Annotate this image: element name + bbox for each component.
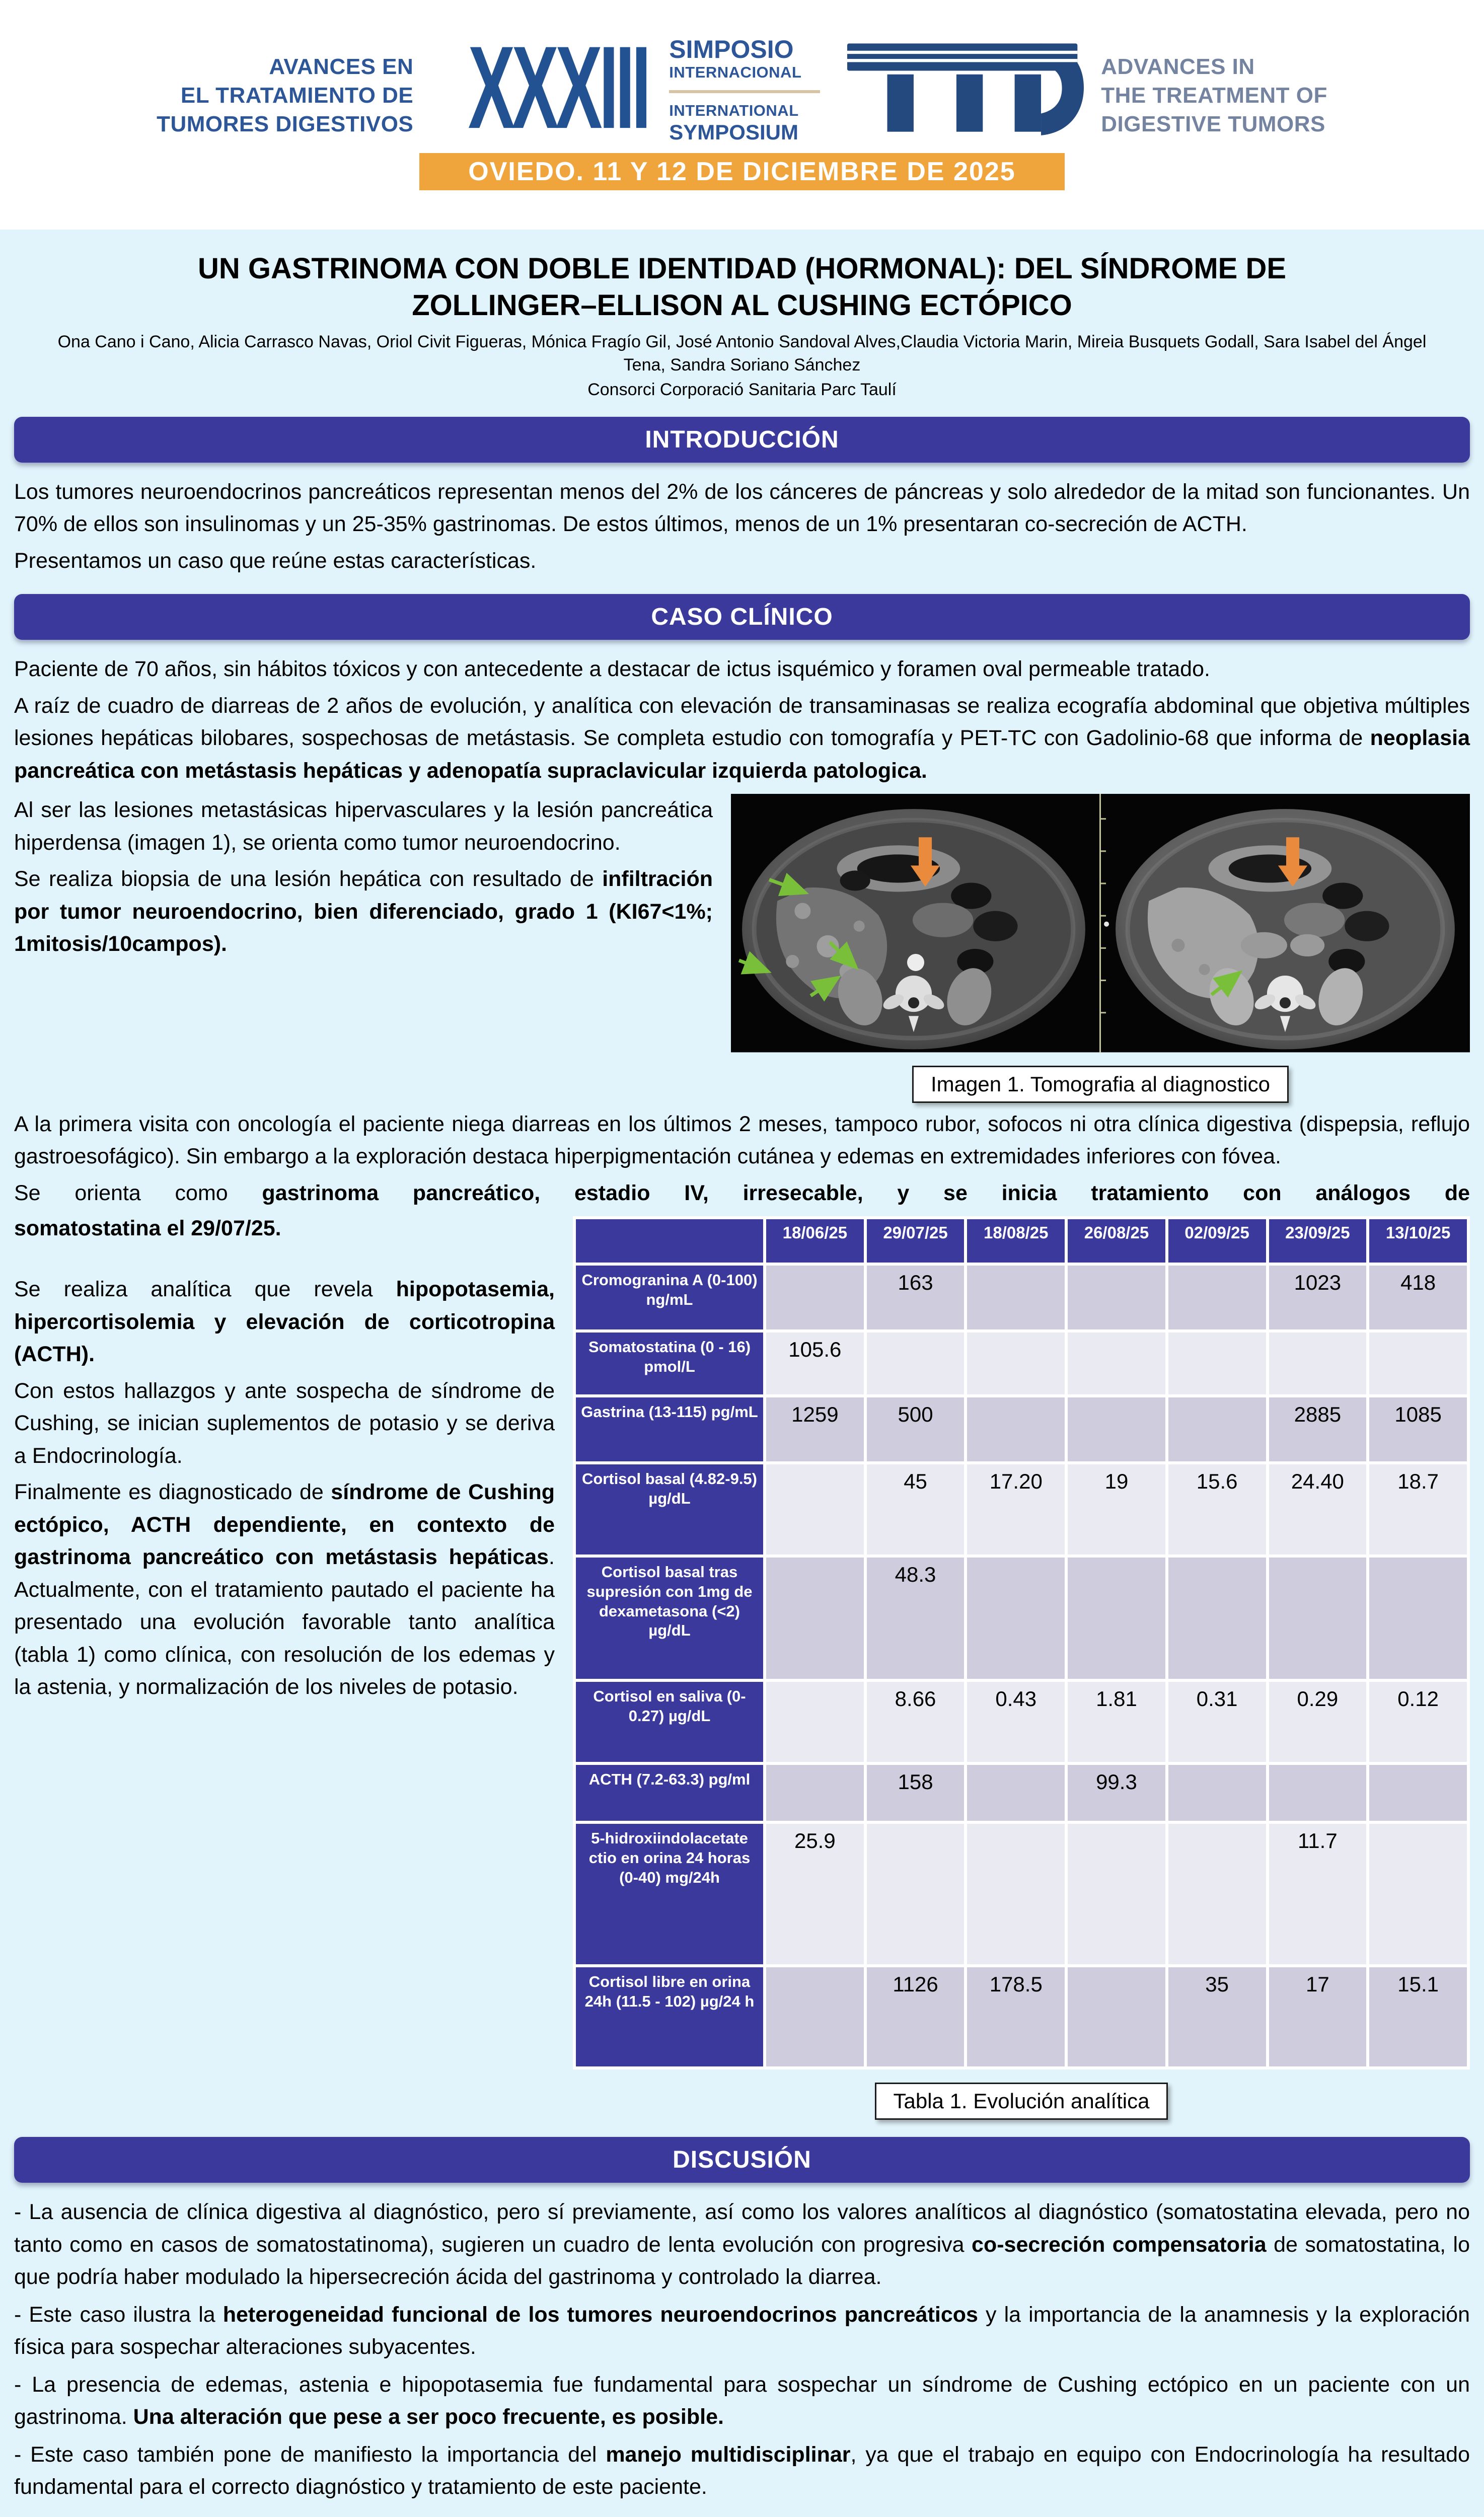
final-diagnosis-text: Finalmente es diagnosticado de (14, 1480, 331, 1505)
biopsy-result-bold: infiltración por tumor neuroendocrino, bien diferenciado, grado 1 (KI67<1%; 1mitosis/10campos). (14, 867, 713, 956)
figure-caption: Imagen 1. Tomografia al diagnostico (912, 1066, 1289, 1103)
intro-paragraph-1: Los tumores neuroendocrinos pancreáticos representan menos del 2% de los cánceres de páncreas y solo alrededor de la mitad son funcionantes. Un 70% de ellos son insulinomas y un 25-35% gastrinomas. De estos últimos, menos de un 1% presentaran co-secreción de ACTH. (14, 479, 1470, 537)
symposium-word: INTERNACIONAL (669, 63, 802, 81)
caso-table-row (14, 1216, 1470, 2120)
congress-header (0, 0, 1484, 230)
section-banner-discusion: DISCUSIÓN (14, 2137, 1470, 2183)
value-cell (967, 1765, 1065, 1821)
logo-divider (669, 90, 820, 93)
value-cell (1068, 1397, 1165, 1461)
value-cell: 35 (1168, 1967, 1266, 2066)
lab-evolution-table (573, 1216, 1470, 2069)
congress-title-es-line: AVANCES EN (269, 54, 414, 79)
poster-title-line1: UN GASTRINOMA CON DOBLE IDENTIDAD (HORMONAL): DEL SÍNDROME DE (197, 252, 1287, 285)
value-cell: 0.29 (1269, 1682, 1367, 1762)
value-cell: 0.31 (1168, 1682, 1266, 1762)
value-cell (1269, 1765, 1367, 1821)
value-cell: 163 (867, 1266, 964, 1329)
caso-left-paragraph-2 (14, 863, 713, 960)
discussion-point-1 (14, 2196, 1470, 2293)
value-cell: 18.7 (1369, 1464, 1467, 1554)
analyte-label-cell: ACTH (7.2-63.3) pg/ml (576, 1765, 763, 1821)
value-cell: 11.7 (1269, 1824, 1367, 1964)
table-row (576, 1824, 1467, 1964)
congress-title-es-line: TUMORES DIGESTIVOS (157, 112, 414, 137)
value-cell (967, 1266, 1065, 1329)
discussion-bold: heterogeneidad funcional de los tumores neuroendocrinos pancreáticos (222, 2302, 978, 2327)
value-cell: 25.9 (766, 1824, 864, 1964)
poster-title-line2: ZOLLINGER–ELLISON AL CUSHING ECTÓPICO (412, 288, 1072, 322)
symposium-word: SYMPOSIUM (669, 120, 798, 144)
value-cell (766, 1765, 864, 1821)
authors-list: Ona Cano i Cano, Alicia Carrasco Navas, Oriol Civit Figueras, Mónica Fragío Gil, José Antonio Sandoval Alves,Claudia Victoria Marin, Mireia Busquets Godall, Sara Isabel del Ángel Tena, Sandra Soriano Sánchez (57, 332, 1427, 375)
caso-p2-text: A raíz de cuadro de diarreas de 2 años de evolución, y analítica con elevación de transaminasas se realiza ecografía abdominal que objetiva múltiples lesiones hepáticas bilobares, sospechosas de metástasis. Se completa estudio con tomografía y PET-TC con Gadolinio-68 que informa de (14, 693, 1470, 751)
value-cell: 45 (867, 1464, 964, 1554)
value-cell (1269, 1558, 1367, 1679)
analytics-paragraph (14, 1273, 555, 1371)
ct-scan-image (731, 794, 1470, 1052)
date-header-cell: 26/08/25 (1068, 1219, 1165, 1263)
analytics-bold: hipopotasemia, hipercortisolemia y elevación de corticotropina (ACTH). (14, 1277, 555, 1367)
table-header-row (576, 1219, 1467, 1263)
table-row (576, 1332, 1467, 1394)
analyte-label-cell: Cortisol libre en orina 24h (11.5 - 102) µg/24 h (576, 1967, 763, 2066)
poster-title (14, 251, 1470, 324)
value-cell: 105.6 (766, 1332, 864, 1394)
congress-title-english (1101, 52, 1327, 139)
discussion-point-3 (14, 2368, 1470, 2433)
discussion-block (14, 2196, 1470, 2503)
table-row (576, 1397, 1467, 1461)
congress-title-en-line: THE TREATMENT OF (1101, 83, 1327, 108)
value-cell (1168, 1266, 1266, 1329)
value-cell (867, 1824, 964, 1964)
event-date-banner: OVIEDO. 11 Y 12 DE DICIEMBRE DE 2025 (419, 153, 1065, 190)
value-cell (766, 1558, 864, 1679)
final-diagnosis-paragraph (14, 1476, 555, 1704)
value-cell (1168, 1558, 1266, 1679)
caso-paragraph-3: A la primera visita con oncología el paciente niega diarreas en los últimos 2 meses, tampoco rubor, sofocos ni otra clínica digestiva (dispepsia, reflujo gastroesofágico). Sin embargo a la exploración destaca hiperpigmentación cutánea y edemas en extremidades inferiores con fóvea. (14, 1112, 1470, 1169)
value-cell (1068, 1967, 1165, 2066)
caso-left-paragraph-1: Al ser las lesiones metastásicas hipervasculares y la lesión pancreática hiperdensa (imagen 1), se orienta como tumor neuroendocrino. (14, 798, 713, 855)
value-cell: 1259 (766, 1397, 864, 1461)
value-cell: 0.12 (1369, 1682, 1467, 1762)
discussion-bold: Una alteración que pese a ser poco frecuente, es posible. (133, 2405, 724, 2429)
caso-paragraph-4 (14, 1177, 1470, 1210)
value-cell (1168, 1765, 1266, 1821)
date-header-cell: 29/07/25 (867, 1219, 964, 1263)
analyte-label-cell: Somatostatina (0 - 16) pmol/L (576, 1332, 763, 1394)
value-cell: 15.6 (1168, 1464, 1266, 1554)
value-cell: 1126 (867, 1967, 964, 2066)
discussion-text: - Este caso también pone de manifiesto la importancia del (14, 2442, 606, 2467)
value-cell: 1.81 (1068, 1682, 1165, 1762)
congress-title-en-line: DIGESTIVE TUMORS (1101, 112, 1325, 137)
poster-body (0, 251, 1484, 2517)
analyte-label-cell: Cortisol basal tras supresión con 1mg de dexametasona (<2) µg/dL (576, 1558, 763, 1679)
caso-paragraph-1: Paciente de 70 años, sin hábitos tóxicos y con antecedente a destacar de ictus isquémico y foramen oval permeable tratado. (14, 657, 1210, 682)
table-row (576, 1266, 1467, 1329)
caso-p2-bold: neoplasia pancreática con metástasis hepáticas y adenopatía supraclavicular izquierda patologica. (14, 726, 1470, 783)
analyte-label-cell: Gastrina (13-115) pg/mL (576, 1397, 763, 1461)
analyte-label-cell: Cromogranina A (0-100) ng/mL (576, 1266, 763, 1329)
caso-figure-column (731, 794, 1470, 1102)
discussion-text: , ya que el trabajo en equipo con Endocrinología ha resultado fundamental para el correcto diagnóstico y tratamiento de este paciente. (14, 2442, 1470, 2499)
orientation-text: Se orienta como (14, 1180, 262, 1205)
table-row (576, 1967, 1467, 2066)
value-cell (1369, 1824, 1467, 1964)
analytics-text: Se realiza analítica que revela (14, 1277, 396, 1302)
congress-title-en-line: ADVANCES IN (1101, 54, 1255, 79)
caso-paragraph-2 (14, 690, 1470, 787)
congress-title-es-line: EL TRATAMIENTO DE (180, 83, 414, 108)
value-cell (1068, 1558, 1165, 1679)
analyte-label-cell: 5-hidroxiindolacetate ctio en orina 24 horas (0-40) mg/24h (576, 1824, 763, 1964)
discussion-text: de somatostatina, lo que podría haber modulado la hipersecreción ácida del gastrinoma y controlado la diarrea. (14, 2232, 1470, 2289)
value-cell: 8.66 (867, 1682, 964, 1762)
table-row (576, 1765, 1467, 1821)
section-banner-caso-clinico: CASO CLÍNICO (14, 594, 1470, 640)
value-cell: 19 (1068, 1464, 1165, 1554)
discussion-point-2 (14, 2299, 1470, 2363)
value-cell (1068, 1266, 1165, 1329)
value-cell (1369, 1558, 1467, 1679)
value-cell (1269, 1332, 1367, 1394)
date-header-cell: 18/06/25 (766, 1219, 864, 1263)
analyte-label-cell: Cortisol basal (4.82-9.5) µg/dL (576, 1464, 763, 1554)
value-cell: 0.43 (967, 1682, 1065, 1762)
discussion-text: - La presencia de edemas, astenia e hipopotasemia fue fundamental para sospechar un síndrome de Cushing ectópico en un paciente con un gastrinoma. (14, 2372, 1470, 2429)
date-header-cell: 02/09/25 (1168, 1219, 1266, 1263)
ct-scan-figure (731, 794, 1470, 1102)
value-cell: 158 (867, 1765, 964, 1821)
discussion-bold: co-secreción compensatoria (972, 2232, 1267, 2257)
biopsy-text: Se realiza biopsia de una lesión hepática con resultado de (14, 867, 603, 892)
lab-table-column (573, 1216, 1470, 2120)
bottom-padding (14, 2508, 1470, 2517)
value-cell (1068, 1332, 1165, 1394)
symposium-number: XXXIII (468, 21, 648, 153)
date-header-cell: 18/08/25 (967, 1219, 1065, 1263)
congress-title-spanish (157, 52, 413, 139)
value-cell: 99.3 (1068, 1765, 1165, 1821)
date-header-cell: 23/09/25 (1269, 1219, 1367, 1263)
value-cell: 1085 (1369, 1397, 1467, 1461)
value-cell (1369, 1765, 1467, 1821)
value-cell: 17 (1269, 1967, 1367, 2066)
value-cell: 48.3 (867, 1558, 964, 1679)
value-cell (867, 1332, 964, 1394)
intro-paragraph-2: Presentamos un caso que reúne estas características. (14, 548, 537, 573)
table-corner-cell (576, 1219, 763, 1263)
caso-left-column (14, 794, 713, 1102)
value-cell (766, 1967, 864, 2066)
diagnosis-bold: gastrinoma pancreático, estadio IV, irresecable, y se inicia tratamiento con análogos de (262, 1180, 1470, 1205)
value-cell: 2885 (1269, 1397, 1367, 1461)
caso-image-row (14, 794, 1470, 1102)
value-cell (1168, 1332, 1266, 1394)
final-diagnosis-post: . Actualmente, con el tratamiento pautado el paciente ha presentado una evolución favorable tanto analítica (tabla 1) como clínica, con resolución de los edemas y la astenia, y normalización de los niveles de potasio. (14, 1545, 555, 1699)
symposium-word: INTERNATIONAL (669, 102, 799, 120)
value-cell: 24.40 (1269, 1464, 1367, 1554)
value-cell: 418 (1369, 1266, 1467, 1329)
table-caption: Tabla 1. Evolución analítica (875, 2083, 1168, 2120)
discussion-bold: manejo multidisciplinar (606, 2442, 851, 2467)
value-cell: 15.1 (1369, 1967, 1467, 2066)
value-cell: 178.5 (967, 1967, 1065, 2066)
value-cell (1168, 1824, 1266, 1964)
table-row (576, 1558, 1467, 1679)
value-cell (1369, 1332, 1467, 1394)
ttd-logo (847, 35, 1084, 142)
congress-logo-row (0, 0, 1484, 153)
final-diagnosis-bold: síndrome de Cushing ectópico, ACTH dependiente, en contexto de gastrinoma pancreático con metástasis hepáticas (14, 1480, 555, 1570)
table-row (576, 1464, 1467, 1554)
symposium-word: SIMPOSIO (669, 35, 794, 63)
value-cell (967, 1332, 1065, 1394)
value-cell (766, 1266, 864, 1329)
value-cell (1168, 1397, 1266, 1461)
affiliation: Consorci Corporació Sanitaria Parc Taulí (587, 380, 897, 399)
discussion-text: - La ausencia de clínica digestiva al diagnóstico, pero sí previamente, así como los valores analíticos al diagnóstico (somatostatina elevada, pero no tanto como en casos de somatostatinoma), sugieren un cuadro de lenta evolución con progresiva (14, 2200, 1470, 2257)
section-banner-introduccion: INTRODUCCIÓN (14, 417, 1470, 463)
symposium-wordmark (669, 36, 830, 144)
value-cell (967, 1824, 1065, 1964)
treatment-date-bold: somatostatina el 29/07/25. (14, 1216, 281, 1241)
caso-left-column-2 (14, 1216, 555, 2120)
discussion-text: y la importancia de la anamnesis y la exploración física para sospechar alteraciones subyacentes. (14, 2302, 1470, 2359)
value-cell (766, 1464, 864, 1554)
date-header-cell: 13/10/25 (1369, 1219, 1467, 1263)
discussion-text: - Este caso ilustra la (14, 2302, 223, 2327)
value-cell: 1023 (1269, 1266, 1367, 1329)
discussion-point-4 (14, 2438, 1470, 2503)
value-cell (967, 1397, 1065, 1461)
endocrinology-paragraph: Con estos hallazgos y ante sospecha de síndrome de Cushing, se inician suplementos de potasio y se deriva a Endocrinología. (14, 1378, 555, 1468)
analyte-label-cell: Cortisol en saliva (0-0.27) µg/dL (576, 1682, 763, 1762)
value-cell (967, 1558, 1065, 1679)
value-cell: 500 (867, 1397, 964, 1461)
value-cell: 17.20 (967, 1464, 1065, 1554)
value-cell (766, 1682, 864, 1762)
table-row (576, 1682, 1467, 1762)
value-cell (1068, 1824, 1165, 1964)
